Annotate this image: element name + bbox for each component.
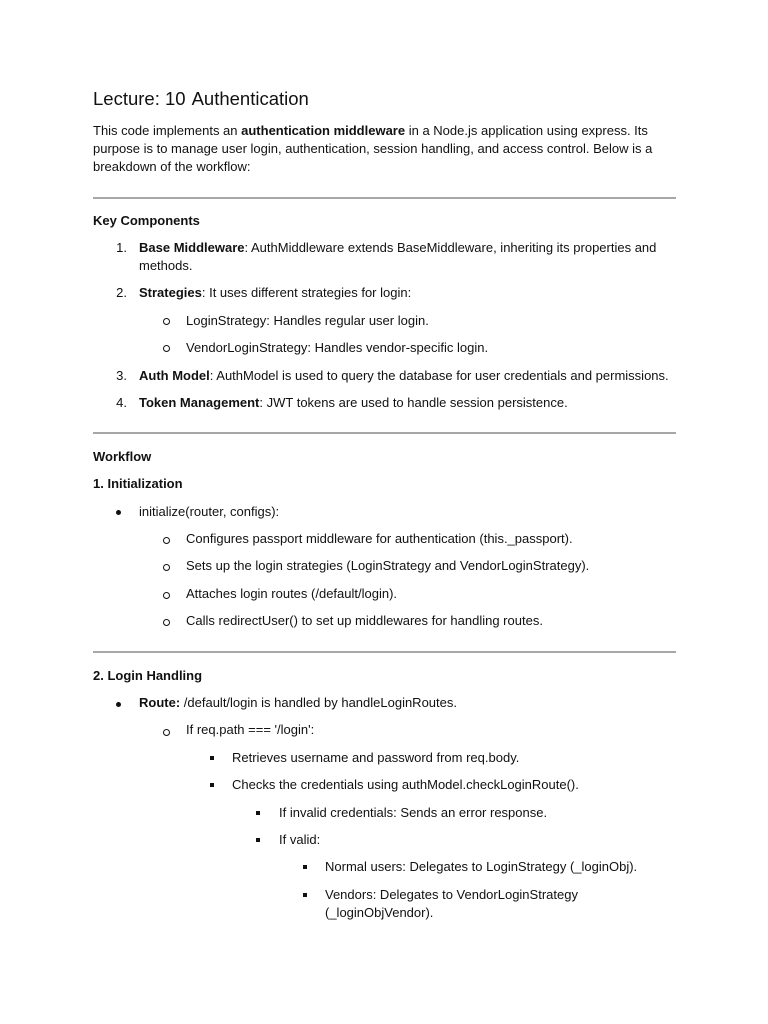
square-bullet-icon	[303, 893, 307, 897]
circle-bullet-icon	[163, 592, 170, 599]
deep-list-item: Normal users: Delegates to LoginStrategy (_loginObj).	[325, 859, 638, 874]
deep-list-item-continuation: (_loginObjVendor).	[325, 905, 434, 920]
square-bullet-icon	[303, 865, 307, 869]
bullet-icon	[116, 702, 121, 707]
route-label: Route:	[139, 695, 181, 710]
circle-bullet-icon	[163, 619, 170, 626]
square-bullet-icon	[210, 756, 214, 760]
list-term: Token Management	[139, 395, 260, 410]
sub-list-item: If req.path === '/login':	[186, 722, 315, 737]
initialization-heading: 1. Initialization	[93, 476, 183, 491]
square-bullet-icon	[256, 838, 260, 842]
login-handling-heading: 2. Login Handling	[93, 668, 203, 683]
sub-list-item: VendorLoginStrategy: Handles vendor-specific login.	[186, 340, 489, 355]
lecture-number: Lecture: 10	[93, 88, 186, 109]
list-term: Auth Model	[139, 368, 210, 383]
circle-bullet-icon	[163, 345, 170, 352]
list-item-continuation: methods.	[139, 258, 193, 273]
sub-list-item: LoginStrategy: Handles regular user login.	[186, 313, 429, 328]
list-term: Base Middleware	[139, 240, 245, 255]
square-bullet-icon	[256, 811, 260, 815]
bullet-icon	[116, 510, 121, 515]
horizontal-rule	[93, 651, 676, 653]
list-number: 2.	[116, 285, 127, 300]
list-text: : It uses different strategies for login:	[201, 285, 412, 300]
list-number: 3.	[116, 368, 127, 383]
intro-bold-term: authentication middleware	[241, 123, 406, 138]
sub-list-item: Attaches login routes (/default/login).	[186, 586, 398, 601]
square-bullet-icon	[210, 783, 214, 787]
nested-list-item: If valid:	[279, 832, 321, 847]
list-text: : AuthModel is used to query the database for user credentials and permissions.	[209, 368, 669, 383]
nested-list-item: If invalid credentials: Sends an error response.	[279, 805, 548, 820]
bullet-item	[139, 694, 457, 712]
circle-bullet-icon	[163, 318, 170, 325]
lecture-topic: Authentication	[191, 88, 309, 109]
sub-sub-list-item: Retrieves username and password from req.body.	[232, 750, 520, 765]
sub-list-item: Sets up the login strategies (LoginStrategy and VendorLoginStrategy).	[186, 558, 590, 573]
horizontal-rule	[93, 432, 676, 434]
circle-bullet-icon	[163, 537, 170, 544]
circle-bullet-icon	[163, 729, 170, 736]
list-term: Strategies	[139, 285, 202, 300]
circle-bullet-icon	[163, 564, 170, 571]
horizontal-rule	[93, 197, 676, 199]
workflow-heading: Workflow	[93, 449, 152, 464]
list-text: : AuthMiddleware extends BaseMiddleware, inheriting its properties and	[244, 240, 657, 255]
list-number: 1.	[116, 240, 127, 255]
sub-list-item: Calls redirectUser() to set up middlewares for handling routes.	[186, 613, 543, 628]
deep-list-item: Vendors: Delegates to VendorLoginStrategy	[325, 887, 578, 902]
route-text: /default/login is handled by handleLoginRoutes.	[180, 695, 457, 710]
intro-text-after: in a Node.js application using express. Its purpose is to manage user login, authentication, session handling, and access control. Below is a breakdown of the workflow:	[93, 123, 653, 174]
list-text: : JWT tokens are used to handle session persistence.	[259, 395, 568, 410]
list-number: 4.	[116, 395, 127, 410]
sub-list-item: Configures passport middleware for authentication (this._passport).	[186, 531, 573, 546]
bullet-item: initialize(router, configs):	[139, 504, 280, 519]
key-components-heading: Key Components	[93, 213, 200, 228]
lecture-title	[93, 88, 309, 110]
intro-text-before: This code implements an	[93, 123, 242, 138]
intro-paragraph	[93, 122, 676, 176]
sub-sub-list-item: Checks the credentials using authModel.checkLoginRoute().	[232, 777, 579, 792]
